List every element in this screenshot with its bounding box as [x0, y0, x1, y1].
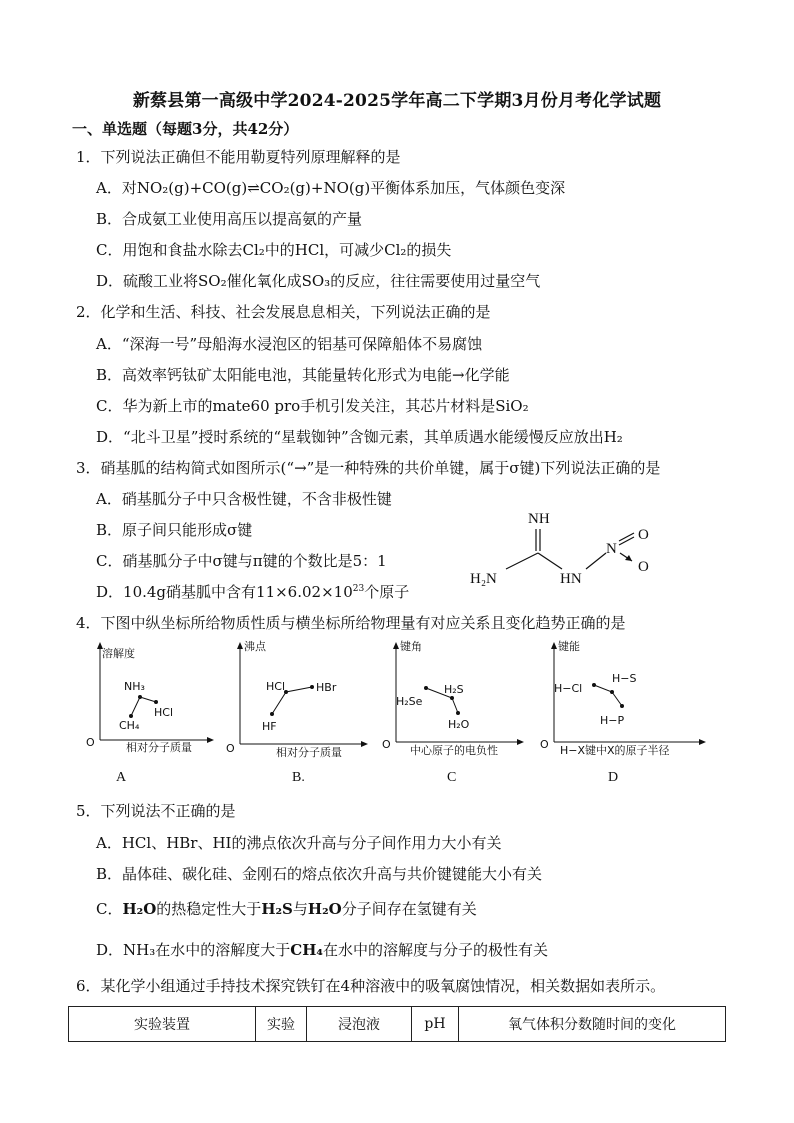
nitroguanidine-structure	[462, 505, 662, 595]
graph-d-point-1: H−Cl	[554, 682, 583, 695]
graph-c-point-1: H₂Se	[396, 695, 423, 708]
graph-d-ylabel: 键能	[558, 640, 580, 653]
graph-a-point-3: CH₄	[119, 719, 140, 732]
graph-c-xlabel: 中心原子的电负性	[410, 744, 498, 757]
graph-a-origin: O	[86, 736, 95, 749]
q1-option-c: C．用饱和食盐水除去Cl₂中的HCl，可减少Cl₂的损失	[96, 241, 452, 259]
graph-a-point-1: NH₃	[124, 680, 145, 693]
graph-b-origin: O	[226, 742, 235, 755]
q1-option-d: D．硫酸工业将SO₂催化氧化成SO₃的反应，往往需要使用过量空气	[96, 272, 541, 290]
table-header-cell: 氧气体积分数随时间的变化	[459, 1007, 726, 1042]
q1-option-a: A．对NO₂(g)+CO(g)⇌CO₂(g)+NO(g)平衡体系加压，气体颜色变深	[96, 179, 566, 197]
q6-table	[68, 1006, 726, 1042]
q3-stem: 3．硝基胍的结构简式如图所示(“→”是一种特殊的共价单键，属于σ键)下列说法正确的是	[76, 459, 661, 477]
q1-option-b: B．合成氨工业使用高压以提高氨的产量	[96, 210, 363, 228]
graph-b-ylabel: 沸点	[244, 640, 266, 653]
mol-hn-label: HN	[560, 571, 582, 587]
exam-title: 新蔡县第一高级中学2024-2025学年高二下学期3月份月考化学试题	[132, 91, 662, 111]
graph-d	[538, 640, 708, 762]
q5-c-formula-1: H₂O	[122, 900, 157, 918]
q5-c-formula-2: H₂S	[261, 900, 293, 918]
q2-option-a: A．“深海一号”母船海水浸泡区的铝基可保障船体不易腐蚀	[96, 335, 483, 353]
q5-d-prefix: D．	[96, 941, 124, 959]
q3-option-b: B．原子间只能形成σ键	[96, 521, 253, 539]
table-header-cell: 实验装置	[69, 1007, 256, 1042]
graph-d-point-3: H−P	[600, 714, 625, 727]
table-header-cell: 浸泡液	[307, 1007, 412, 1042]
section-heading: 一、单选题（每题3分，共42分）	[72, 120, 299, 138]
q5-c-prefix: C．	[96, 900, 123, 918]
table-header-cell: 实验	[256, 1007, 307, 1042]
graph-c-ylabel: 键角	[400, 640, 422, 653]
q5-c-formula-3: H₂O	[307, 900, 342, 918]
q3-option-a: A．硝基胍分子中只含极性键，不含非极性键	[96, 490, 392, 508]
graph-c-letter: C	[447, 770, 457, 785]
graph-a-xlabel: 相对分子质量	[126, 741, 192, 754]
graph-a-point-2: HCl	[154, 706, 174, 719]
table-header-cell: pH	[412, 1007, 459, 1042]
q5-d-mid: 在水中的溶解度大于	[155, 941, 291, 959]
q5-d-suffix: 在水中的溶解度与分子的极性有关	[322, 941, 548, 959]
graph-b-xlabel: 相对分子质量	[276, 746, 342, 758]
q3-option-d-exponent: 23	[352, 584, 365, 594]
graph-d-point-2: H−S	[612, 672, 637, 685]
graph-b-point-1: HCl	[266, 680, 286, 693]
q5-d-formula-1: NH₃	[123, 941, 156, 959]
graph-b-point-3: HF	[262, 720, 277, 733]
table-header-row	[69, 1007, 726, 1042]
mol-o1-label: O	[638, 527, 649, 543]
graph-b	[224, 640, 369, 762]
graph-c	[380, 640, 525, 762]
q3-option-c: C．硝基胍分子中σ键与π键的个数比是5：1	[96, 552, 387, 570]
q5-option-d	[96, 939, 548, 960]
graph-d-xlabel: H−X键中X的原子半径	[560, 744, 670, 757]
q3-option-d-text: D．10.4g硝基胍中含有11×6.02×10	[96, 583, 353, 601]
q2-stem: 2．化学和生活、科技、社会发展息息相关，下列说法正确的是	[76, 303, 491, 321]
mol-o2-label: O	[638, 559, 649, 575]
graph-b-letter: B.	[292, 770, 305, 785]
q5-c-mid: 的热稳定性大于	[156, 900, 262, 918]
graph-a-letter: A	[116, 770, 127, 785]
q3-option-d-suffix: 个原子	[364, 583, 410, 601]
mol-nh-label: NH	[528, 511, 550, 527]
q4-stem: 4．下图中纵坐标所给物质性质与横坐标所给物理量有对应关系且变化趋势正确的是	[76, 614, 626, 632]
q2-option-b: B．高效率钙钛矿太阳能电池，其能量转化形式为电能→化学能	[96, 366, 510, 384]
q5-option-c	[96, 898, 477, 919]
q5-c-suffix: 分子间存在氢键有关	[341, 900, 477, 918]
mol-n-label: N	[606, 541, 617, 557]
q5-c-mid2: 与	[292, 900, 308, 918]
graph-a	[84, 640, 214, 762]
graph-d-origin: O	[540, 738, 549, 751]
mol-h2n-label: H₂N	[470, 571, 497, 587]
q5-option-b: B．晶体硅、碳化硅、金刚石的熔点依次升高与共价键键能大小有关	[96, 865, 543, 883]
q1-stem: 1．下列说法正确但不能用勒夏特列原理解释的是	[76, 148, 401, 166]
q5-option-a: A．HCl、HBr、HI的沸点依次升高与分子间作用力大小有关	[96, 834, 502, 852]
q3-option-d	[96, 581, 409, 602]
q2-option-d: D．“北斗卫星”授时系统的“星载铷钟”含铷元素，其单质遇水能缓慢反应放出H₂	[96, 428, 623, 446]
q6-stem: 6．某化学小组通过手持技术探究铁钉在4种溶液中的吸氧腐蚀情况，相关数据如表所示。	[76, 977, 666, 995]
graph-c-origin: O	[382, 738, 391, 751]
graph-c-point-2: H₂S	[444, 683, 464, 696]
q5-d-formula-2: CH₄	[290, 941, 323, 959]
graph-c-point-3: H₂O	[448, 718, 470, 731]
q2-option-c: C．华为新上市的mate60 pro手机引发关注，其芯片材料是SiO₂	[96, 397, 529, 415]
graph-d-letter: D	[608, 770, 619, 785]
q5-stem: 5．下列说法不正确的是	[76, 802, 236, 820]
graph-a-ylabel: 溶解度	[102, 647, 135, 660]
graph-b-point-2: HBr	[316, 681, 337, 694]
